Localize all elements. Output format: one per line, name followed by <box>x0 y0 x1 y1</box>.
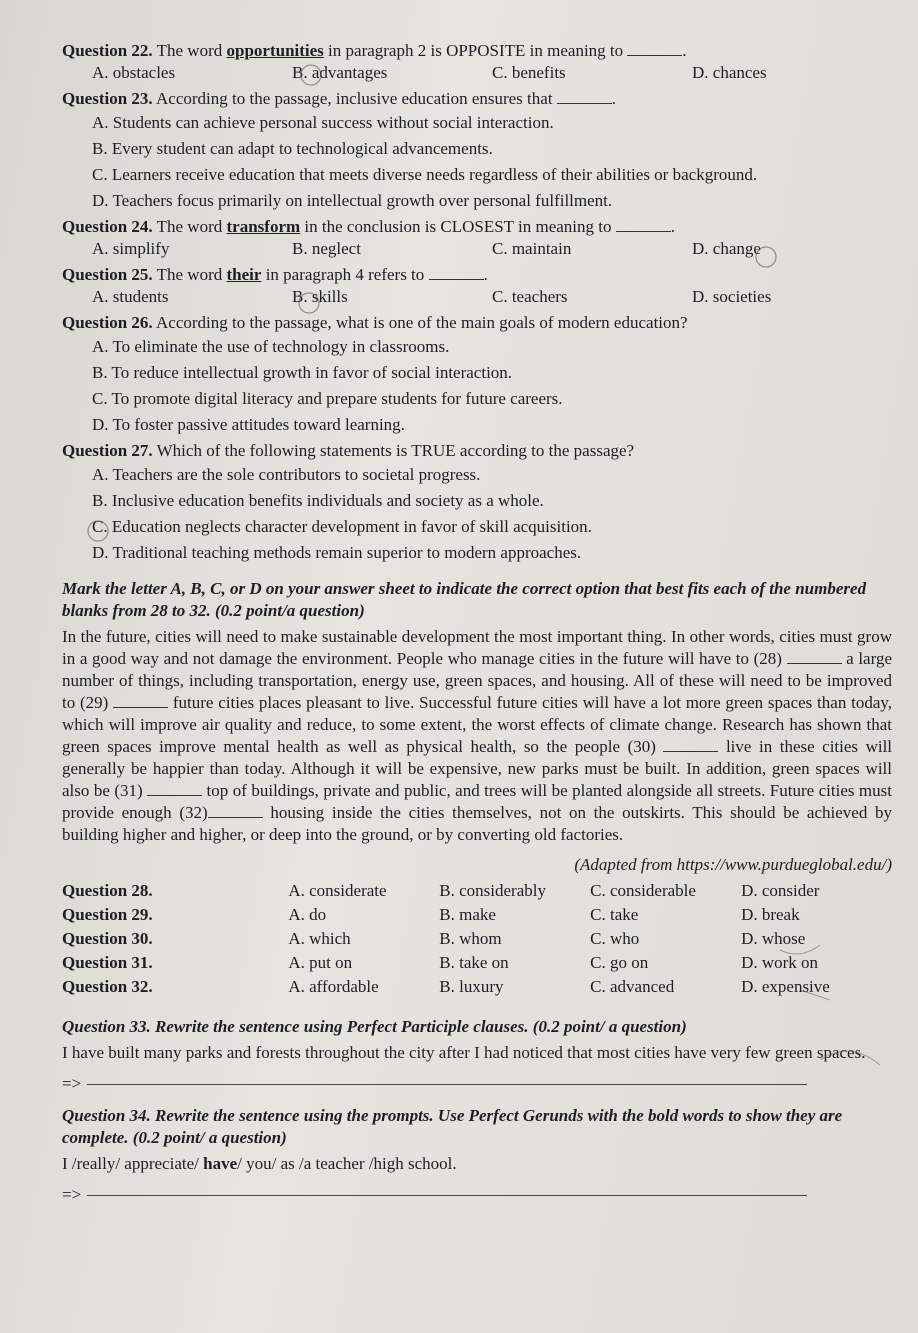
keyword: opportunities <box>226 41 324 60</box>
arrow-icon: => <box>62 1185 82 1204</box>
option-a[interactable]: A. Students can achieve personal success without social interaction. <box>92 113 554 132</box>
option-a[interactable]: A. put on <box>288 953 353 972</box>
question-30-row: Question 30. A. which B. whom C. who D. whose <box>62 928 892 950</box>
option-d[interactable]: D. To foster passive attitudes toward learning. <box>92 415 405 434</box>
option-d[interactable]: D. expensive <box>741 977 830 996</box>
option-a[interactable]: A. students <box>92 287 169 306</box>
option-d[interactable]: D. work on <box>741 953 819 972</box>
option-c[interactable]: C. go on <box>590 953 649 972</box>
option-a[interactable]: A. Teachers are the sole contributors to societal progress. <box>92 465 481 484</box>
arrow-icon: => <box>62 1074 82 1093</box>
option-b[interactable]: B. To reduce intellectual growth in favor of social interaction. <box>92 363 513 382</box>
question-26: Question 26. According to the passage, what is one of the main goals of modern education? <box>62 313 688 332</box>
option-a[interactable]: A. To eliminate the use of technology in classrooms. <box>92 337 450 356</box>
question-33-title: Question 33. Rewrite the sentence using Perfect Participle clauses. (0.2 point/ a question) <box>62 1017 687 1036</box>
option-a[interactable]: A. which <box>288 929 351 948</box>
option-d[interactable]: D. break <box>741 905 800 924</box>
question-34-prompt: I /really/ appreciate/ have/ you/ as /a teacher /high school. <box>62 1154 457 1173</box>
question-25: Question 25. The word their in paragraph 4 refers to . <box>62 265 488 284</box>
question-22: Question 22. The word opportunities in paragraph 2 is OPPOSITE in meaning to . <box>62 41 687 60</box>
option-d[interactable]: D. chances <box>692 63 767 82</box>
option-d[interactable]: D. change <box>692 239 761 258</box>
option-a[interactable]: A. obstacles <box>92 63 176 82</box>
option-c[interactable]: C. who <box>590 929 640 948</box>
option-c[interactable]: C. maintain <box>492 239 572 258</box>
option-c[interactable]: C. Education neglects character development in favor of skill acquisition. <box>92 517 592 536</box>
option-d[interactable]: D. whose <box>741 929 806 948</box>
option-c[interactable]: C. take <box>590 905 639 924</box>
option-a[interactable]: A. do <box>288 905 327 924</box>
option-c[interactable]: C. Learners receive education that meets diverse needs regardless of their abilities or background. <box>92 165 758 184</box>
option-c[interactable]: C. benefits <box>492 63 566 82</box>
option-a[interactable]: A. affordable <box>288 977 379 996</box>
option-b[interactable]: B. make <box>439 905 496 924</box>
question-29-row: Question 29. A. do B. make C. take D. break <box>62 904 892 926</box>
option-c[interactable]: C. To promote digital literacy and prepare students for future careers. <box>92 389 563 408</box>
question-24: Question 24. The word transform in the conclusion is CLOSEST in meaning to . <box>62 217 675 236</box>
question-28-row: Question 28. A. considerate B. considerably C. considerable D. consider <box>62 880 892 902</box>
option-a[interactable]: A. considerate <box>288 881 387 900</box>
option-c[interactable]: C. advanced <box>590 977 675 996</box>
option-c[interactable]: C. considerable <box>590 881 696 900</box>
option-b[interactable]: B. Inclusive education benefits individuals and society as a whole. <box>92 491 544 510</box>
question-34-title: Question 34. Rewrite the sentence using the prompts. Use Perfect Gerunds with the bold words to show they are complete. (0.2 point/ a question) <box>62 1106 843 1147</box>
question-31-row: Question 31. A. put on B. take on C. go on D. work on <box>62 952 892 974</box>
option-b[interactable]: B. skills <box>292 287 348 306</box>
option-b[interactable]: B. take on <box>439 953 509 972</box>
option-d[interactable]: D. societies <box>692 287 772 306</box>
section-instruction: Mark the letter A, B, C, or D on your answer sheet to indicate the correct option that best fits each of the numbered blanks from 28 to 32. (0.2 point/a question) <box>62 579 867 620</box>
option-b[interactable]: B. luxury <box>439 977 504 996</box>
option-d[interactable]: D. consider <box>741 881 820 900</box>
option-a[interactable]: A. simplify <box>92 239 170 258</box>
option-b[interactable]: B. Every student can adapt to technological advancements. <box>92 139 493 158</box>
bold-word: have <box>203 1154 238 1173</box>
question-23: Question 23. According to the passage, inclusive education ensures that . <box>62 89 617 108</box>
question-33-sentence: I have built many parks and forests throughout the city after I had noticed that most cities have very few green spaces. <box>62 1043 866 1062</box>
keyword: transform <box>226 217 301 236</box>
option-b[interactable]: B. advantages <box>292 63 388 82</box>
question-27: Question 27. Which of the following statements is TRUE according to the passage? <box>62 441 635 460</box>
source-citation: (Adapted from https://www.purdueglobal.edu/) <box>574 855 892 874</box>
option-b[interactable]: B. whom <box>439 929 502 948</box>
option-c[interactable]: C. teachers <box>492 287 568 306</box>
question-32-row: Question 32. A. affordable B. luxury C. advanced D. expensive <box>62 976 892 998</box>
cloze-passage: In the future, cities will need to make sustainable development the most important thing. In other words, cities must grow in a good way and not damage the environment. People who manage cities in the future will have to (28) a large number of things, including transportation, energy use, green spaces, and housing. All of these will need to be improved to (29) future cities places pleasant to live. Successful future cities will have a lot more green spaces than today, which will improve air quality and reduce, to some extent, the worst effects of climate change. Research has shown that green spaces improve mental health as well as physical health, so the people (30) live in these cities will generally be happier than today. Although it will be expensive, new parks must be built. In addition, green spaces will also be (31) top of buildings, private and public, and trees will be planted alongside all streets. Future cities must provide enough (32) housing inside the cities themselves, not on the outskirts. This should be achieved by building higher and higher, or deep into the ground, or by converting old factories. <box>62 627 893 844</box>
option-b[interactable]: B. neglect <box>292 239 361 258</box>
option-b[interactable]: B. considerably <box>439 881 546 900</box>
keyword: their <box>226 265 262 284</box>
option-d[interactable]: D. Teachers focus primarily on intellectual growth over personal fulfillment. <box>92 191 613 210</box>
option-d[interactable]: D. Traditional teaching methods remain superior to modern approaches. <box>92 543 582 562</box>
